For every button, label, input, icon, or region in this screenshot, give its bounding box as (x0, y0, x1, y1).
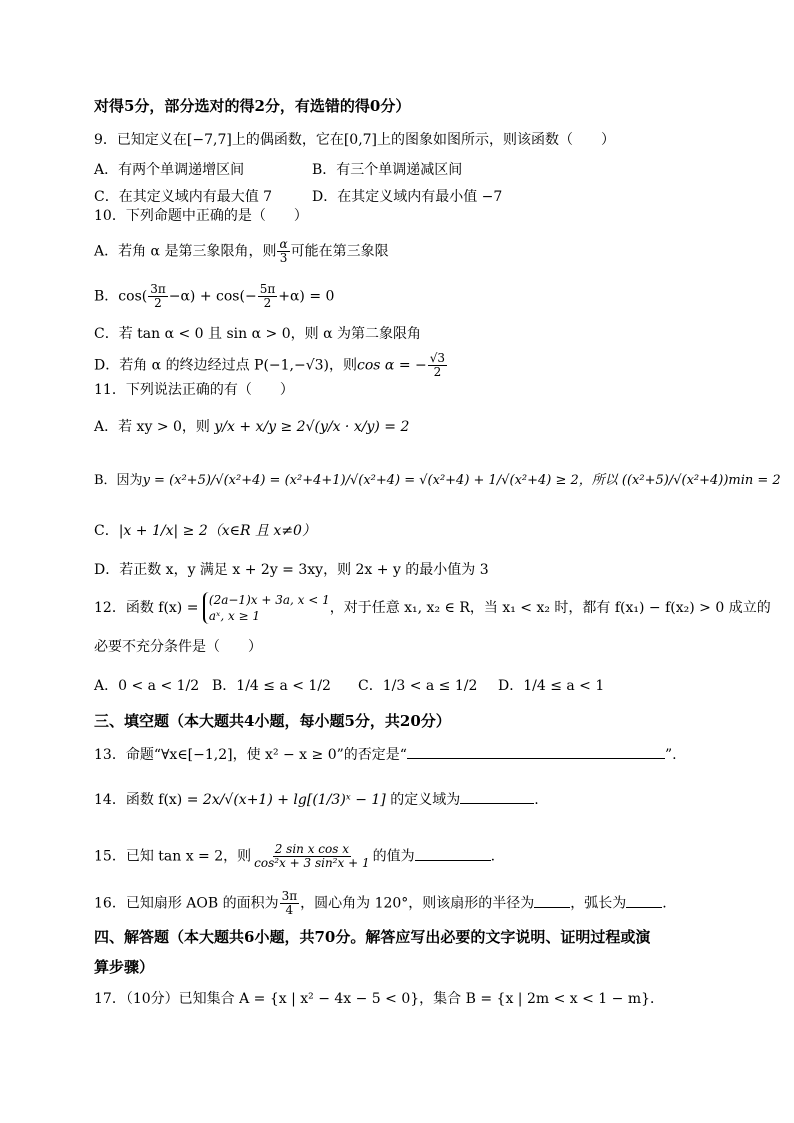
q9-option-c: C．在其定义域内有最大值 7 (94, 189, 273, 205)
q9-stem: 9．已知定义在[−7,7]上的偶函数，它在[0,7]上的图象如图所示，则该函数（ ） (94, 132, 616, 148)
q16-arc-blank[interactable] (626, 907, 662, 908)
q10-b-frac2 (258, 283, 278, 310)
q15-frac-den: cos²x + 3 sin²x + 1 (254, 856, 370, 870)
section-4-heading-line2: 算步骤） (94, 958, 155, 976)
q17: 17．（10分）已知集合 A = {x | x² − 4x − 5 < 0}，集合 B = {x | 2m < x < 1 − m}． (94, 991, 665, 1007)
q10-a-pre: A．若角 α 是第三象限角，则 (94, 243, 277, 260)
q12-piecewise (203, 592, 330, 624)
q10-d-fraction (428, 352, 447, 379)
q12-stem-pre: 12．函数 f(x) = (94, 600, 199, 616)
q10-b-frac1-num: 3π (150, 282, 166, 296)
q10-option-d (94, 352, 448, 379)
q11-option-a (94, 418, 409, 436)
q16-radius-blank[interactable] (534, 907, 570, 908)
q10-a-frac-den: 3 (279, 251, 288, 265)
q10-b-frac2-den: 2 (263, 296, 272, 310)
q9-options-cd (94, 188, 502, 206)
q10-a-fraction (277, 238, 289, 265)
q14-expr: 2x/√(x+1) + lg[(1/3)ˣ − 1] (202, 792, 386, 808)
q10-b-label: B． (94, 288, 119, 305)
q15-fraction (252, 843, 371, 870)
section-3-heading: 三、填空题（本大题共4小题，每小题5分，共20分） (94, 712, 451, 730)
section-4-heading-line1: 四、解答题（本大题共6小题，共70分。解答应写出必要的文字说明、证明过程或演 (94, 928, 651, 946)
q10-d-pre: D．若角 α 的终边经过点 P(−1,−√3)，则 (94, 357, 358, 374)
q15-answer-blank[interactable] (415, 860, 491, 861)
q13-answer-blank[interactable] (407, 758, 665, 759)
q10-option-b (94, 283, 334, 310)
q11-c-pre: C． (94, 523, 119, 539)
q11-c-expr: |x + 1/x| ≥ 2（x∈R 且 x≠0） (118, 523, 316, 539)
q9-options-ab (94, 161, 462, 179)
q9-option-d: D．在其定义域内有最小值 −7 (312, 189, 503, 205)
q14-answer-blank[interactable] (460, 803, 534, 804)
q16-frac-num: 3π (281, 889, 298, 903)
q15-frac-num: 2 sin x cos x (274, 842, 349, 856)
q11-option-b (94, 472, 781, 490)
q16-mid2: ，弧长为 (570, 895, 627, 912)
q11-option-d: D．若正数 x，y 满足 x + 2y = 3xy，则 2x + y 的最小值为 3 (94, 562, 489, 578)
q9-option-a: A．有两个单调递增区间 (94, 162, 245, 178)
q13-post: ”. (664, 747, 677, 763)
q11-stem: 11．下列说法正确的有（ ） (94, 382, 294, 398)
q12-options (94, 677, 604, 695)
q14: 14．函数 f(x) = 2x/√(x+1) + lg[(1/3)ˣ − 1] 的定义域为 . (94, 792, 539, 808)
q12-option-a: A．0 < a < 1/2 (94, 678, 200, 694)
q10-b-frac1 (148, 283, 168, 310)
q10-stem: 10．下列命题中正确的是（ ） (94, 208, 308, 224)
section-header-continued: 对得5分，部分选对的得2分，有选错的得0分） (94, 97, 411, 115)
q16: 16．已知扇形 AOB 的面积为 $\frac{3\pi}{4}$ ，圆心角为 120°，则该扇形的半径为 ，弧长为 . (94, 889, 667, 917)
q11-option-c (94, 522, 316, 540)
q11-b-expr: y = (x²+5)/√(x²+4) = (x²+4+1)/√(x²+4) = √(x²+4) + 1/√(x²+4) ≥ 2，所以 ((x²+5)/√(x²+4))min = 2 (142, 473, 781, 488)
q10-b-frac1-den: 2 (154, 296, 162, 310)
q15-pre: 15．已知 tan x = 2，则 (94, 848, 252, 865)
q12-case2: aˣ, x ≥ 1 (208, 609, 261, 623)
q10-b-expr1: cos( (118, 288, 148, 305)
q16-frac-den: 4 (285, 903, 294, 917)
q10-d-frac-den: 2 (433, 365, 442, 379)
q15-post: 的值为 (372, 848, 415, 865)
q12-stem (94, 592, 771, 624)
q10-b-expr2: −α) + cos(− (168, 288, 257, 305)
q14-pre: 14．函数 f(x) = (94, 792, 199, 808)
q12-option-d: D．1/4 ≤ a < 1 (498, 678, 605, 694)
q12-stem-post: ，对于任意 x₁, x₂ ∈ R，当 x₁ < x₂ 时，都有 f(x₁) − f(x₂) > 0 成立的 (329, 600, 771, 616)
q10-a-frac-num: α (279, 237, 288, 251)
q14-post: 的定义域为 (390, 792, 461, 808)
q16-fraction (280, 890, 300, 917)
q10-d-expr: cos α = − (357, 357, 427, 374)
q13-pre: 13．命题“∀x∈[−1,2]，使 x² − x ≥ 0”的否定是“ (94, 747, 407, 763)
q15: 15．已知 tan x = 2，则 $\frac{\text{2 sin x cos x}}{\text{cos²x + 3 sin²x + 1}}$ 的值为 . (94, 842, 496, 870)
q13 (94, 746, 677, 764)
q10-b-frac2-num: 5π (259, 282, 276, 296)
q10-option-c: C．若 tan α < 0 且 sin α > 0，则 α 为第二象限角 (94, 326, 421, 342)
q12-option-b: B．1/4 ≤ a < 1/2 (212, 678, 331, 694)
q11-b-pre: B．因为 (94, 473, 143, 488)
q10-a-post: 可能在第三象限 (290, 243, 389, 260)
q12-stem-2: 必要不充分条件是（ ） (94, 639, 262, 655)
q11-a-pre: A．若 xy > 0，则 (94, 419, 210, 435)
q16-mid: ，圆心角为 120°，则该扇形的半径为 (300, 895, 535, 912)
q10-option-a (94, 238, 389, 265)
q12-option-c: C．1/3 < a ≤ 1/2 (358, 678, 478, 694)
q11-a-expr: y/x + x/y ≥ 2√(y/x · x/y) = 2 (214, 419, 410, 435)
q12-case1: (2a−1)x + 3a, x < 1 (208, 593, 330, 607)
q16-pre: 16．已知扇形 AOB 的面积为 (94, 895, 279, 912)
q9-option-b: B．有三个单调递减区间 (312, 162, 463, 178)
q10-b-expr3: +α) = 0 (278, 288, 335, 305)
q10-d-frac-num: √3 (429, 351, 446, 365)
